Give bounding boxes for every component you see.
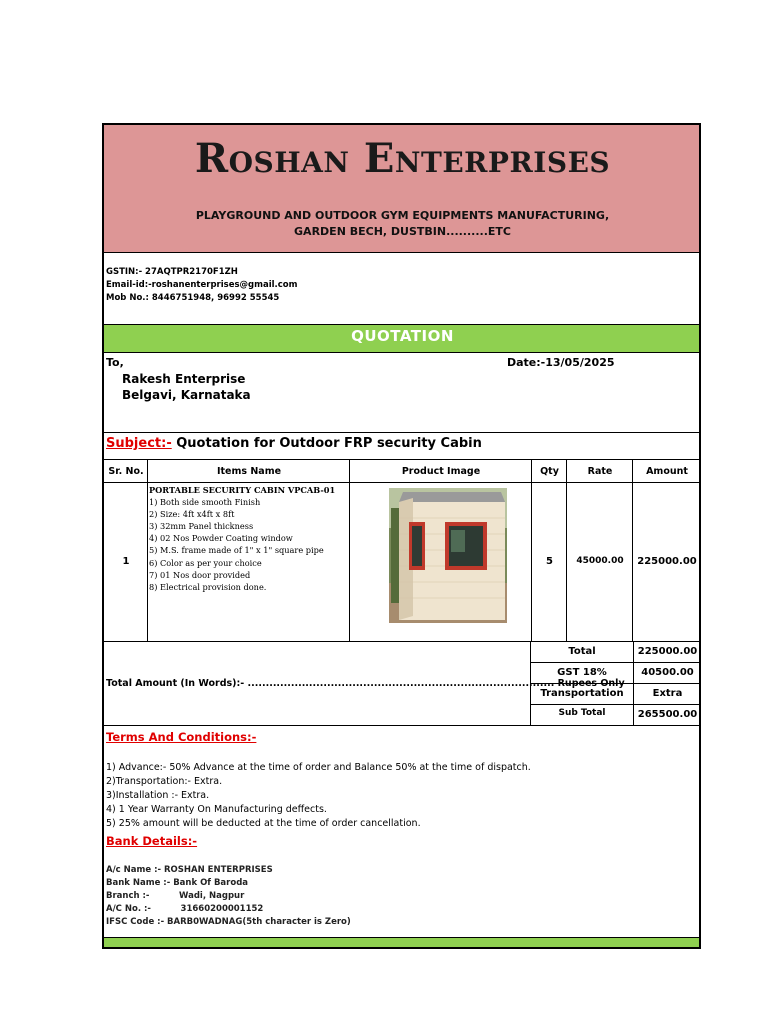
- term-item: 5) 25% amount will be deducted at the time of order cancellation.: [106, 818, 421, 829]
- gstin: GSTIN:- 27AQTPR2170F1ZH: [106, 267, 238, 277]
- contact-block: [106, 266, 298, 305]
- subject-line: [106, 436, 482, 451]
- col-divider: [104, 459, 148, 641]
- bank-line: A/C No. :- 31660200001152: [106, 904, 264, 914]
- row-rate: 45000.00: [576, 556, 624, 566]
- company-name: Roshan Enterprises: [194, 135, 611, 182]
- tagline-line-1: PLAYGROUND AND OUTDOOR GYM EQUIPMENTS MANUFACTURING,: [195, 209, 610, 222]
- subtotal-label: Sub Total: [558, 708, 606, 718]
- subject-label: Subject:-: [106, 436, 172, 451]
- bank-line: A/c Name :- ROSHAN ENTERPRISES: [106, 865, 273, 875]
- th-items: Items Name: [216, 466, 282, 477]
- term-item: 1) Advance:- 50% Advance at the time of order and Balance 50% at the time of dispatch.: [106, 762, 531, 773]
- bank-line: Branch :- Wadi, Nagpur: [106, 891, 245, 901]
- terms-list: [106, 761, 531, 831]
- subject-text: Quotation for Outdoor FRP security Cabin: [171, 436, 482, 451]
- bank-line: Bank Name :- Bank Of Baroda: [106, 878, 249, 888]
- item-line: 8) Electrical provision done.: [149, 581, 267, 592]
- item-line: 3) 32mm Panel thickness: [149, 521, 254, 532]
- quotation-sheet: [102, 123, 701, 949]
- footer-band: [104, 937, 701, 949]
- item-description: [149, 484, 349, 593]
- bank-heading: Bank Details:-: [106, 834, 198, 848]
- term-item: 2)Transportation:- Extra.: [106, 776, 223, 787]
- item-line: 4) 02 Nos Powder Coating window: [149, 533, 293, 544]
- item-title: PORTABLE SECURITY CABIN VPCAB-01: [149, 485, 336, 495]
- item-line: 5) M.S. frame made of 1" x 1" square pipe: [149, 545, 324, 556]
- total-value: 225000.00: [637, 646, 698, 657]
- item-line: 1) Both side smooth Finish: [149, 497, 261, 508]
- term-item: 3)Installation :- Extra.: [106, 790, 210, 801]
- to-label: To,: [106, 356, 124, 369]
- th-qty: Qty: [540, 466, 559, 477]
- col-divider: [532, 459, 567, 641]
- tagline-line-2: GARDEN BECH, DUSTBIN..........ETC: [294, 225, 511, 238]
- terms-heading: Terms And Conditions:-: [106, 730, 257, 744]
- divider: [104, 432, 701, 433]
- totals-bottom-border: [104, 725, 701, 726]
- totals-divider: [530, 704, 701, 705]
- amount-in-words: Total Amount (In Words):- ..................................................................................... Rupees Only: [106, 678, 625, 689]
- bank-details: [106, 864, 351, 929]
- th-amount: Amount: [646, 466, 688, 477]
- client-block: [122, 371, 251, 403]
- row-qty: 5: [546, 556, 553, 567]
- total-label: Total: [568, 646, 596, 657]
- row-sr: 1: [122, 556, 130, 567]
- bank-line: IFSC Code :- BARB0WADNAG(5th character is Zero): [106, 917, 351, 927]
- client-name: Rakesh Enterprise: [122, 372, 246, 386]
- mobile: Mob No.: 8446751948, 96992 55545: [106, 293, 280, 303]
- item-line: 6) Color as per your choice: [149, 557, 262, 568]
- th-rate: Rate: [587, 466, 613, 477]
- term-item: 4) 1 Year Warranty On Manufacturing deffects.: [106, 804, 327, 815]
- gst-value: 40500.00: [641, 667, 694, 678]
- transport-value: Extra: [652, 688, 683, 699]
- security-cabin-image: [389, 488, 507, 623]
- item-line: 2) Size: 4ft x4ft x 8ft: [149, 509, 235, 520]
- company-tagline: [104, 208, 701, 240]
- col-divider: [567, 459, 633, 641]
- quotation-date: Date:-13/05/2025: [507, 356, 615, 369]
- th-sr: Sr. No.: [108, 466, 144, 477]
- gst-label: GST 18%: [557, 667, 607, 678]
- item-line: 7) 01 Nos door provided: [149, 569, 251, 580]
- transport-label: Transportation: [540, 688, 624, 699]
- row-amount: 225000.00: [637, 556, 697, 567]
- th-image: Product Image: [401, 466, 481, 477]
- totals-divider: [530, 662, 701, 663]
- quotation-title: QUOTATION: [351, 327, 454, 345]
- email: Email-id:-roshanenterprises@gmail.com: [106, 280, 298, 290]
- subtotal-value: 265500.00: [637, 709, 698, 720]
- client-location: Belgavi, Karnataka: [122, 388, 251, 402]
